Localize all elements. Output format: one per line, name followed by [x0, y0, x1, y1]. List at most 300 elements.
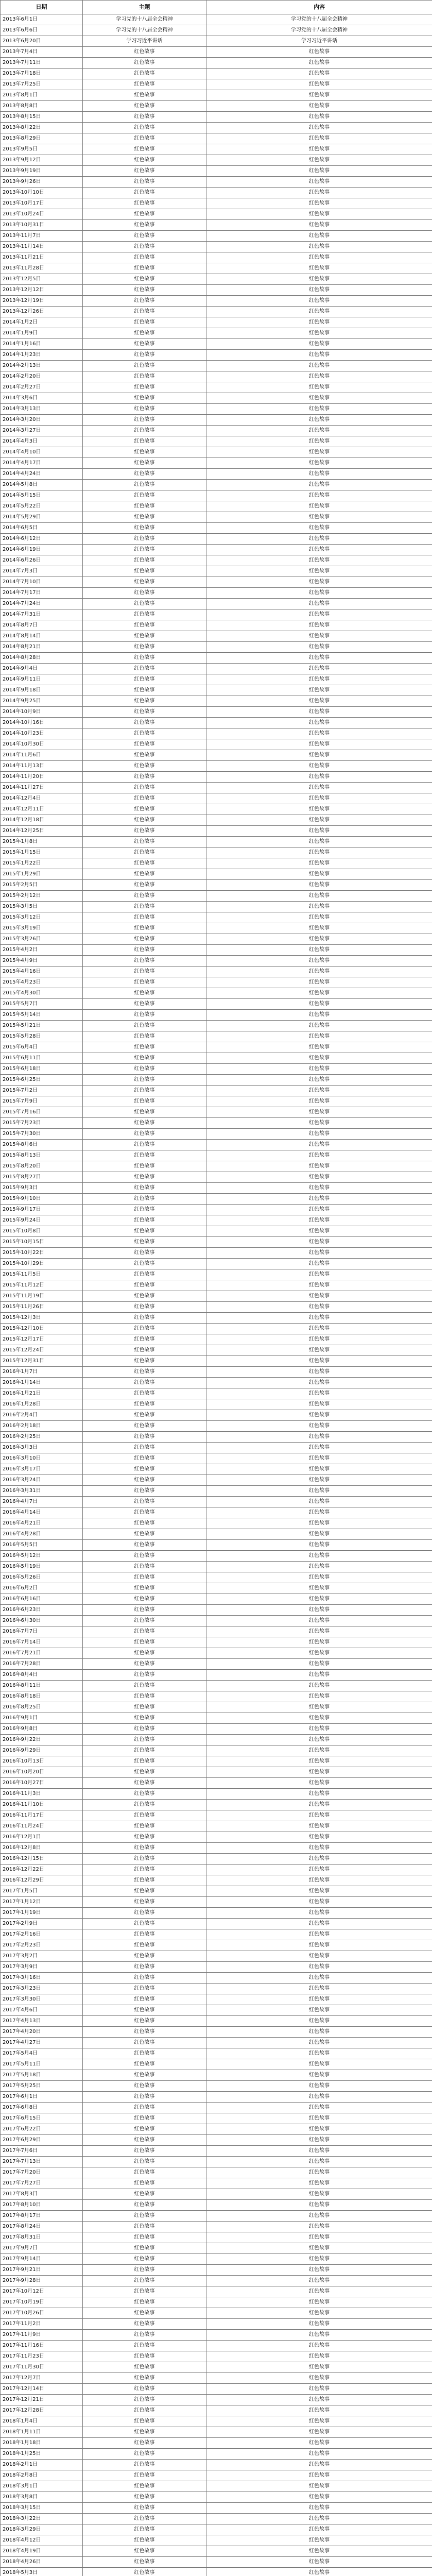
table-row: [1, 1021, 432, 1031]
content-cell: 红色故事: [206, 1367, 432, 1378]
theme-cell: 红色故事: [83, 674, 206, 685]
content-cell: 红色故事: [206, 1897, 432, 1908]
date-cell: 2016年9月1日: [1, 1713, 83, 1724]
theme-cell: 红色故事: [83, 79, 206, 90]
content-cell: 红色故事: [206, 2189, 432, 2200]
content-cell: 红色故事: [206, 1421, 432, 1432]
content-cell: 红色故事: [206, 1691, 432, 1702]
date-cell: 2017年8月17日: [1, 2211, 83, 2222]
theme-cell: 红色故事: [83, 1507, 206, 1518]
date-cell: 2016年3月3日: [1, 1443, 83, 1453]
table-row: [1, 1345, 432, 1356]
theme-cell: 红色故事: [83, 2243, 206, 2254]
theme-cell: 学习党的十八届全会精神: [83, 25, 206, 36]
date-cell: 2018年3月8日: [1, 2492, 83, 2503]
date-cell: 2016年7月14日: [1, 1637, 83, 1648]
date-cell: 2014年5月15日: [1, 490, 83, 501]
content-cell: 红色故事: [206, 1594, 432, 1605]
theme-cell: 红色故事: [83, 1194, 206, 1205]
content-cell: 红色故事: [206, 2557, 432, 2568]
content-cell: 红色故事: [206, 912, 432, 923]
content-cell: 红色故事: [206, 1010, 432, 1021]
date-cell: 2017年9月14日: [1, 2254, 83, 2265]
content-cell: 红色故事: [206, 2362, 432, 2373]
date-cell: 2013年10月17日: [1, 198, 83, 209]
content-cell: 红色故事: [206, 783, 432, 793]
content-cell: 红色故事: [206, 58, 432, 69]
theme-cell: 红色故事: [83, 1183, 206, 1194]
content-cell: 红色故事: [206, 1183, 432, 1194]
table-row: [1, 382, 432, 393]
content-cell: 红色故事: [206, 1443, 432, 1453]
theme-cell: 红色故事: [83, 750, 206, 761]
theme-cell: 红色故事: [83, 631, 206, 642]
content-cell: 红色故事: [206, 1464, 432, 1475]
table-row: [1, 1031, 432, 1042]
theme-cell: 红色故事: [83, 1248, 206, 1259]
theme-cell: 红色故事: [83, 1453, 206, 1464]
content-cell: 红色故事: [206, 1832, 432, 1843]
table-row: [1, 2167, 432, 2178]
theme-cell: 红色故事: [83, 1334, 206, 1345]
table-row: [1, 177, 432, 188]
table-row: [1, 47, 432, 58]
content-cell: 红色故事: [206, 2341, 432, 2351]
table-row: [1, 112, 432, 123]
content-cell: 红色故事: [206, 2135, 432, 2146]
date-cell: 2015年11月12日: [1, 1280, 83, 1291]
content-cell: 红色故事: [206, 231, 432, 242]
content-cell: 红色故事: [206, 2016, 432, 2027]
content-cell: 红色故事: [206, 1194, 432, 1205]
content-cell: 红色故事: [206, 1767, 432, 1778]
theme-cell: 红色故事: [83, 1497, 206, 1507]
theme-cell: 红色故事: [83, 2124, 206, 2135]
theme-cell: 红色故事: [83, 1724, 206, 1735]
theme-cell: 红色故事: [83, 826, 206, 837]
theme-cell: 红色故事: [83, 728, 206, 739]
content-cell: 红色故事: [206, 1735, 432, 1745]
date-cell: 2017年9月7日: [1, 2243, 83, 2254]
date-cell: 2015年7月23日: [1, 1118, 83, 1129]
date-cell: 2014年5月22日: [1, 501, 83, 512]
theme-cell: 红色故事: [83, 599, 206, 609]
content-cell: 红色故事: [206, 242, 432, 252]
content-cell: 学习习近平讲话: [206, 36, 432, 47]
table-row: [1, 1789, 432, 1800]
theme-cell: 红色故事: [83, 1735, 206, 1745]
theme-cell: 红色故事: [83, 426, 206, 436]
theme-cell: 红色故事: [83, 469, 206, 480]
table-row: [1, 2027, 432, 2038]
date-cell: 2015年4月30日: [1, 988, 83, 999]
date-cell: 2016年5月5日: [1, 1540, 83, 1551]
table-row: [1, 2330, 432, 2341]
theme-cell: 红色故事: [83, 1345, 206, 1356]
theme-cell: 红色故事: [83, 1399, 206, 1410]
theme-cell: 红色故事: [83, 1832, 206, 1843]
content-cell: 红色故事: [206, 620, 432, 631]
content-cell: 红色故事: [206, 1021, 432, 1031]
date-cell: 2016年3月24日: [1, 1475, 83, 1486]
date-cell: 2016年11月3日: [1, 1789, 83, 1800]
theme-cell: 红色故事: [83, 1150, 206, 1161]
date-cell: 2014年6月19日: [1, 545, 83, 555]
theme-cell: 红色故事: [83, 2254, 206, 2265]
date-cell: 2016年10月27日: [1, 1778, 83, 1789]
theme-cell: 红色故事: [83, 1161, 206, 1172]
date-cell: 2013年8月15日: [1, 112, 83, 123]
date-cell: 2014年12月4日: [1, 793, 83, 804]
date-cell: 2016年7月28日: [1, 1659, 83, 1670]
table-row: [1, 1107, 432, 1118]
content-cell: 红色故事: [206, 1399, 432, 1410]
date-cell: 2014年9月4日: [1, 664, 83, 674]
table-row: [1, 2135, 432, 2146]
date-cell: 2014年12月25日: [1, 826, 83, 837]
theme-cell: 红色故事: [83, 1691, 206, 1702]
theme-cell: 红色故事: [83, 967, 206, 977]
table-row: [1, 155, 432, 166]
date-cell: 2018年1月25日: [1, 2449, 83, 2460]
table-row: [1, 252, 432, 263]
table-row: [1, 1313, 432, 1324]
theme-cell: 红色故事: [83, 1800, 206, 1810]
date-cell: 2015年7月30日: [1, 1129, 83, 1140]
theme-cell: 红色故事: [83, 923, 206, 934]
date-cell: 2017年10月19日: [1, 2297, 83, 2308]
theme-cell: 红色故事: [83, 1302, 206, 1313]
date-cell: 2013年8月8日: [1, 101, 83, 112]
date-cell: 2017年10月12日: [1, 2286, 83, 2297]
date-cell: 2014年11月20日: [1, 772, 83, 783]
theme-cell: 红色故事: [83, 1951, 206, 1962]
content-cell: 红色故事: [206, 1161, 432, 1172]
date-cell: 2017年12月7日: [1, 2373, 83, 2384]
date-cell: 2015年3月5日: [1, 902, 83, 912]
table-row: [1, 555, 432, 566]
content-cell: 红色故事: [206, 220, 432, 231]
theme-cell: 红色故事: [83, 2449, 206, 2460]
content-cell: 红色故事: [206, 1724, 432, 1735]
content-cell: 红色故事: [206, 2027, 432, 2038]
date-cell: 2014年7月31日: [1, 609, 83, 620]
content-cell: 红色故事: [206, 1562, 432, 1572]
content-cell: 红色故事: [206, 1129, 432, 1140]
table-row: [1, 1205, 432, 1215]
table-row: [1, 123, 432, 133]
content-cell: 红色故事: [206, 2384, 432, 2395]
table-row: [1, 317, 432, 328]
content-cell: 红色故事: [206, 1778, 432, 1789]
table-row: [1, 231, 432, 242]
content-cell: 红色故事: [206, 2200, 432, 2211]
content-cell: 红色故事: [206, 1486, 432, 1497]
table-row: [1, 2005, 432, 2016]
theme-cell: 红色故事: [83, 447, 206, 458]
date-cell: 2017年9月21日: [1, 2265, 83, 2276]
content-cell: 红色故事: [206, 382, 432, 393]
content-cell: 红色故事: [206, 2568, 432, 2576]
content-cell: 红色故事: [206, 999, 432, 1010]
table-row: [1, 1605, 432, 1616]
date-cell: 2013年8月1日: [1, 90, 83, 101]
theme-cell: 红色故事: [83, 577, 206, 588]
theme-cell: 红色故事: [83, 1778, 206, 1789]
date-cell: 2015年6月4日: [1, 1042, 83, 1053]
date-cell: 2016年2月18日: [1, 1421, 83, 1432]
date-cell: 2016年9月8日: [1, 1724, 83, 1735]
theme-cell: 红色故事: [83, 1908, 206, 1919]
content-cell: 红色故事: [206, 1626, 432, 1637]
table-row: [1, 1745, 432, 1756]
content-cell: 红色故事: [206, 1345, 432, 1356]
date-cell: 2014年10月16日: [1, 718, 83, 728]
table-row: [1, 1843, 432, 1854]
date-cell: 2016年12月29日: [1, 1875, 83, 1886]
table-row: [1, 166, 432, 177]
date-cell: 2015年4月9日: [1, 956, 83, 967]
theme-cell: 红色故事: [83, 2092, 206, 2103]
table-row: [1, 285, 432, 296]
table-row: [1, 707, 432, 718]
table-row: [1, 2103, 432, 2113]
content-cell: 红色故事: [206, 123, 432, 133]
date-cell: 2014年3月27日: [1, 426, 83, 436]
date-cell: 2017年6月15日: [1, 2113, 83, 2124]
content-cell: 红色故事: [206, 1605, 432, 1616]
date-cell: 2013年9月26日: [1, 177, 83, 188]
date-cell: 2013年7月4日: [1, 47, 83, 58]
content-cell: 红色故事: [206, 2330, 432, 2341]
table-row: [1, 2211, 432, 2222]
table-row: [1, 804, 432, 815]
date-cell: 2014年4月17日: [1, 458, 83, 469]
table-row: [1, 2351, 432, 2362]
table-row: [1, 328, 432, 339]
table-row: [1, 1150, 432, 1161]
content-cell: 红色故事: [206, 1984, 432, 1994]
table-row: [1, 1994, 432, 2005]
table-row: [1, 1572, 432, 1583]
theme-cell: 红色故事: [83, 653, 206, 664]
table-row: [1, 1691, 432, 1702]
date-cell: 2014年4月3日: [1, 436, 83, 447]
theme-cell: 红色故事: [83, 620, 206, 631]
content-cell: 红色故事: [206, 90, 432, 101]
content-cell: 红色故事: [206, 1302, 432, 1313]
table-row: [1, 1215, 432, 1226]
date-cell: 2017年2月9日: [1, 1919, 83, 1929]
theme-cell: 红色故事: [83, 1280, 206, 1291]
date-cell: 2015年4月2日: [1, 945, 83, 956]
table-row: [1, 1626, 432, 1637]
content-cell: 红色故事: [206, 1529, 432, 1540]
table-row: [1, 891, 432, 902]
date-cell: 2015年1月22日: [1, 858, 83, 869]
theme-cell: 红色故事: [83, 2027, 206, 2038]
theme-cell: 红色故事: [83, 69, 206, 79]
content-cell: 学习党的十八届全会精神: [206, 25, 432, 36]
table-row: [1, 1064, 432, 1075]
table-row: [1, 2254, 432, 2265]
table-row: [1, 1648, 432, 1659]
table-row: [1, 934, 432, 945]
table-row: [1, 426, 432, 436]
theme-cell: 红色故事: [83, 1626, 206, 1637]
content-cell: 红色故事: [206, 1507, 432, 1518]
theme-cell: 红色故事: [83, 761, 206, 772]
content-cell: 红色故事: [206, 1150, 432, 1161]
date-cell: 2016年5月12日: [1, 1551, 83, 1562]
content-cell: 红色故事: [206, 588, 432, 599]
date-cell: 2016年12月22日: [1, 1865, 83, 1875]
theme-cell: 红色故事: [83, 2546, 206, 2557]
table-row: [1, 1140, 432, 1150]
table-row: [1, 674, 432, 685]
content-cell: 红色故事: [206, 469, 432, 480]
date-cell: 2014年6月26日: [1, 555, 83, 566]
theme-cell: 红色故事: [83, 1540, 206, 1551]
theme-cell: 红色故事: [83, 2286, 206, 2297]
table-row: [1, 1984, 432, 1994]
date-cell: 2013年7月11日: [1, 58, 83, 69]
table-row: [1, 1594, 432, 1605]
theme-cell: 红色故事: [83, 1215, 206, 1226]
table-row: [1, 967, 432, 977]
theme-cell: 红色故事: [83, 1259, 206, 1269]
content-cell: 红色故事: [206, 1259, 432, 1269]
theme-cell: 红色故事: [83, 956, 206, 967]
theme-cell: 红色故事: [83, 2146, 206, 2157]
table-row: [1, 2048, 432, 2059]
date-cell: 2015年3月12日: [1, 912, 83, 923]
theme-cell: 红色故事: [83, 2038, 206, 2048]
date-cell: 2017年11月9日: [1, 2330, 83, 2341]
content-cell: 红色故事: [206, 317, 432, 328]
table-row: [1, 480, 432, 490]
table-row: [1, 209, 432, 220]
date-cell: 2015年3月19日: [1, 923, 83, 934]
content-cell: 红色故事: [206, 2481, 432, 2492]
table-row: [1, 1194, 432, 1205]
date-cell: 2014年4月24日: [1, 469, 83, 480]
theme-cell: 红色故事: [83, 977, 206, 988]
table-row: [1, 2178, 432, 2189]
content-cell: 红色故事: [206, 2081, 432, 2092]
content-cell: 红色故事: [206, 2146, 432, 2157]
content-cell: 红色故事: [206, 1356, 432, 1367]
date-cell: 2016年8月11日: [1, 1681, 83, 1691]
theme-cell: 红色故事: [83, 2405, 206, 2416]
table-row: [1, 1334, 432, 1345]
content-cell: 红色故事: [206, 2524, 432, 2535]
content-cell: 红色故事: [206, 1637, 432, 1648]
content-cell: 红色故事: [206, 2276, 432, 2286]
theme-cell: 红色故事: [83, 2265, 206, 2276]
content-cell: 学习党的十八届全会精神: [206, 14, 432, 25]
theme-cell: 红色故事: [83, 1529, 206, 1540]
date-cell: 2017年3月9日: [1, 1962, 83, 1973]
table-row: [1, 198, 432, 209]
content-cell: 红色故事: [206, 404, 432, 415]
date-cell: 2016年2月4日: [1, 1410, 83, 1421]
table-row: [1, 783, 432, 793]
date-cell: 2013年11月28日: [1, 263, 83, 274]
theme-cell: 红色故事: [83, 1854, 206, 1865]
content-cell: 红色故事: [206, 1205, 432, 1215]
table-row: [1, 653, 432, 664]
table-row: [1, 545, 432, 555]
date-cell: 2018年2月8日: [1, 2470, 83, 2481]
date-cell: 2018年3月15日: [1, 2503, 83, 2514]
theme-cell: 红色故事: [83, 1475, 206, 1486]
content-cell: 红色故事: [206, 837, 432, 848]
content-cell: 红色故事: [206, 2232, 432, 2243]
theme-cell: 红色故事: [83, 2048, 206, 2059]
theme-cell: 红色故事: [83, 1767, 206, 1778]
content-cell: 红色故事: [206, 1497, 432, 1507]
content-cell: 红色故事: [206, 1951, 432, 1962]
content-cell: 红色故事: [206, 685, 432, 696]
content-cell: 红色故事: [206, 815, 432, 826]
table-row: [1, 1875, 432, 1886]
theme-cell: 红色故事: [83, 501, 206, 512]
date-cell: 2016年2月25日: [1, 1432, 83, 1443]
date-cell: 2017年7月13日: [1, 2157, 83, 2167]
theme-cell: 红色故事: [83, 1010, 206, 1021]
table-row: [1, 2276, 432, 2286]
table-row: [1, 436, 432, 447]
content-cell: 红色故事: [206, 1378, 432, 1388]
content-cell: 红色故事: [206, 1086, 432, 1096]
table-row: [1, 512, 432, 523]
table-row: [1, 739, 432, 750]
table-row: [1, 1551, 432, 1562]
content-cell: 红色故事: [206, 1713, 432, 1724]
theme-cell: 红色故事: [83, 198, 206, 209]
date-cell: 2015年12月31日: [1, 1356, 83, 1367]
date-cell: 2016年12月1日: [1, 1832, 83, 1843]
table-row: [1, 307, 432, 317]
theme-cell: 红色故事: [83, 2460, 206, 2470]
table-row: [1, 2081, 432, 2092]
table-row: [1, 2297, 432, 2308]
content-cell: 红色故事: [206, 2048, 432, 2059]
table-row: [1, 2546, 432, 2557]
table-row: [1, 2524, 432, 2535]
content-cell: 红色故事: [206, 371, 432, 382]
content-cell: 红色故事: [206, 198, 432, 209]
content-cell: 红色故事: [206, 761, 432, 772]
table-row: [1, 880, 432, 891]
theme-cell: 红色故事: [83, 2503, 206, 2514]
content-cell: 红色故事: [206, 490, 432, 501]
theme-cell: 红色故事: [83, 696, 206, 707]
theme-cell: 红色故事: [83, 555, 206, 566]
date-cell: 2017年7月6日: [1, 2146, 83, 2157]
content-cell: 红色故事: [206, 2254, 432, 2265]
table-row: [1, 977, 432, 988]
table-row: [1, 2265, 432, 2276]
theme-cell: 红色故事: [83, 155, 206, 166]
date-cell: 2016年7月7日: [1, 1626, 83, 1637]
table-header: [1, 1, 432, 14]
theme-cell: 红色故事: [83, 1518, 206, 1529]
date-cell: 2016年11月10日: [1, 1800, 83, 1810]
date-cell: 2013年11月14日: [1, 242, 83, 252]
content-cell: 红色故事: [206, 296, 432, 307]
